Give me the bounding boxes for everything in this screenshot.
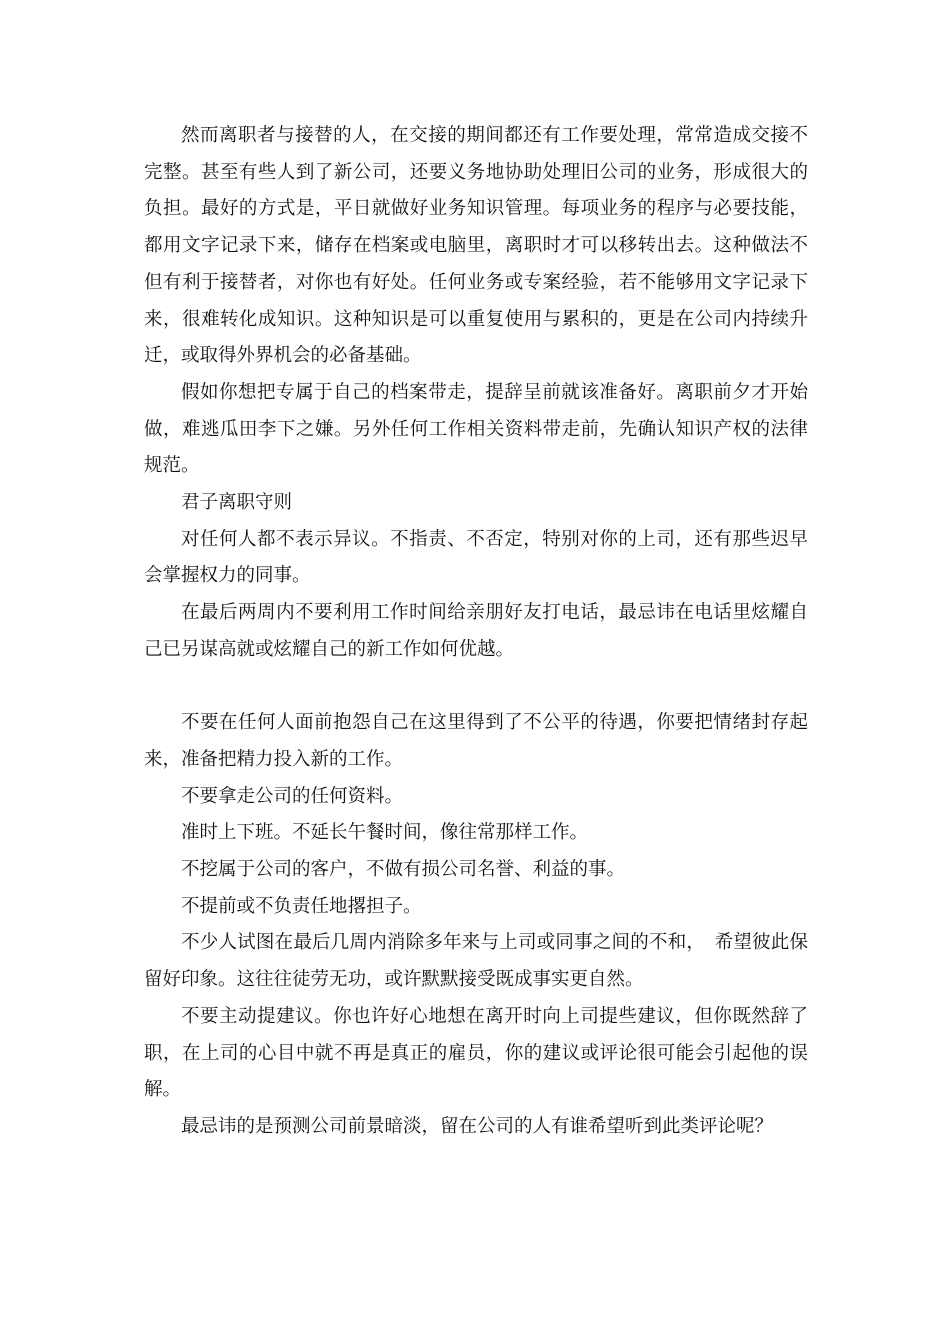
rule-no-calls: 在最后两周内不要利用工作时间给亲朋好友打电话，最忌讳在电话里炫耀自己已另谋高就或炫耀自己的新工作如何优越。: [144, 602, 808, 660]
rule-no-quitting-early: 不提前或不负责任地撂担子。: [181, 895, 422, 917]
paragraph-handover: 然而离职者与接替的人，在交接的期间都还有工作要处理，常常造成交接不完整。甚至有些人到了新公司，还要义务地协助处理旧公司的业务，形成很大的负担。最好的方式是，平日就做好业务知识管理。每项业务的程序与必要技能，都用文字记录下来，储存在档案或电脑里，离职时才可以移转出去。这种做法不但有利于接替者，对你也有好处。任何业务或专案经验，若不能够用文字记录下来，很难转化成知识。这种知识是可以重复使用与累积的，更是在公司内持续升迁，或取得外界机会的必备基础。: [144, 125, 808, 367]
rule-no-objection: 对任何人都不表示异议。不指责、不否定，特别对你的上司，还有那些迟早会掌握权力的同事。: [144, 528, 808, 587]
rule-accept-facts: 不少人试图在最后几周内消除多年来与上司或同事之间的不和， 希望彼此保留好印象。这往往徒劳无功，或许默默接受既成事实更自然。: [144, 932, 808, 991]
rule-no-suggestions: 不要主动提建议。你也许好心地想在离开时向上司提些建议，但你既然辞了职，在上司的心目中就不再是真正的雇员，你的建议或评论很可能会引起他的误解。: [144, 1005, 808, 1101]
rule-no-complaints: 不要在任何人面前抱怨自己在这里得到了不公平的待遇，你要把情绪封存起来，准备把精力投入新的工作。: [144, 712, 808, 770]
rule-no-taking-data: 不要拿走公司的任何资料。: [181, 785, 404, 807]
section-heading: 君子离职守则: [181, 492, 293, 514]
rule-no-poaching: 不挖属于公司的客户，不做有损公司名誉、利益的事。: [181, 859, 626, 881]
paragraph-files: 假如你想把专属于自己的档案带走，提辞呈前就该准备好。离职前夕才开始做，难逃瓜田李下之嫌。另外任何工作相关资料带走前，先确认知识产权的法律规范。: [144, 381, 808, 477]
rule-punctual: 准时上下班。不延长午餐时间，像往常那样工作。: [181, 822, 589, 844]
blank-line: [144, 669, 808, 706]
rule-no-pessimism: 最忌讳的是预测公司前景暗淡，留在公司的人有谁希望听到此类评论呢？: [181, 1115, 774, 1137]
document-page: [144, 118, 808, 1146]
